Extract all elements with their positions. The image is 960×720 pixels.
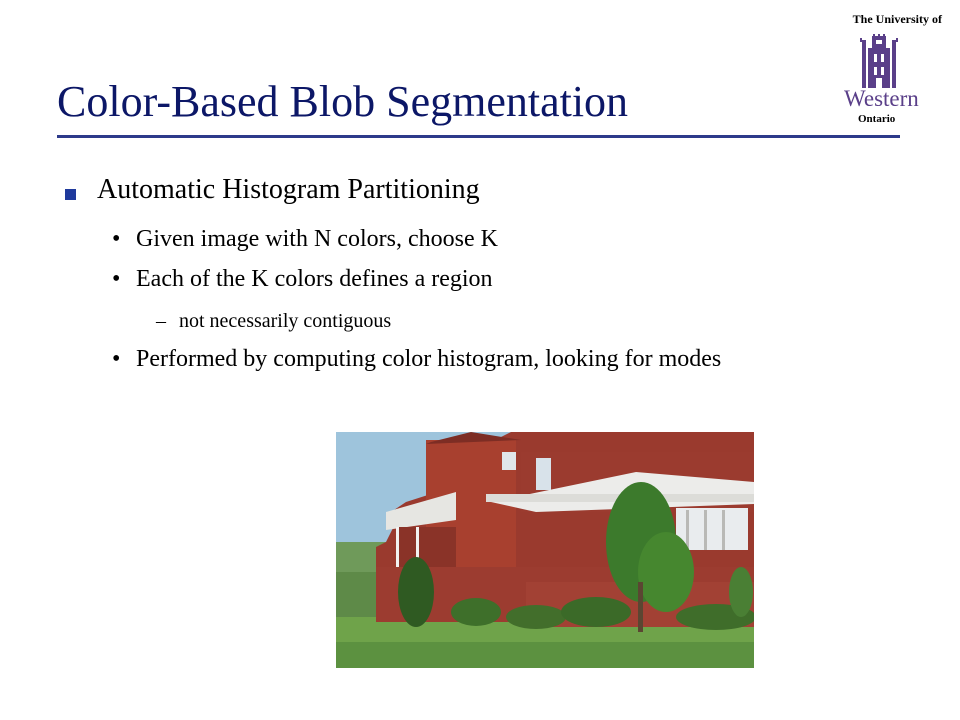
sub-bullet-text: Each of the K colors defines a region: [136, 266, 493, 292]
dot-bullet-icon: •: [112, 346, 121, 372]
logo-top-text: The University of: [852, 12, 942, 26]
house-photo-icon: [336, 432, 754, 668]
logo-bottom-text: Ontario: [858, 113, 896, 125]
house-photo: [336, 432, 754, 668]
dot-bullet-icon: •: [112, 266, 121, 292]
dot-bullet-icon: •: [112, 226, 121, 252]
main-bullet-text: Automatic Histogram Partitioning: [97, 174, 480, 205]
title-underline: [57, 135, 900, 138]
university-logo: [822, 10, 950, 128]
sub-bullet-text: Performed by computing color histogram, looking for modes: [136, 346, 722, 372]
tower-icon: [858, 34, 902, 88]
slide-title: Color-Based Blob Segmentation: [57, 77, 629, 126]
logo-wordmark: Western: [844, 86, 919, 111]
dash-bullet-icon: –: [156, 310, 166, 332]
sub-sub-bullet-text: not necessarily contiguous: [179, 310, 392, 332]
square-bullet-icon: [65, 189, 76, 200]
sub-bullet-text: Given image with N colors, choose K: [136, 226, 498, 252]
